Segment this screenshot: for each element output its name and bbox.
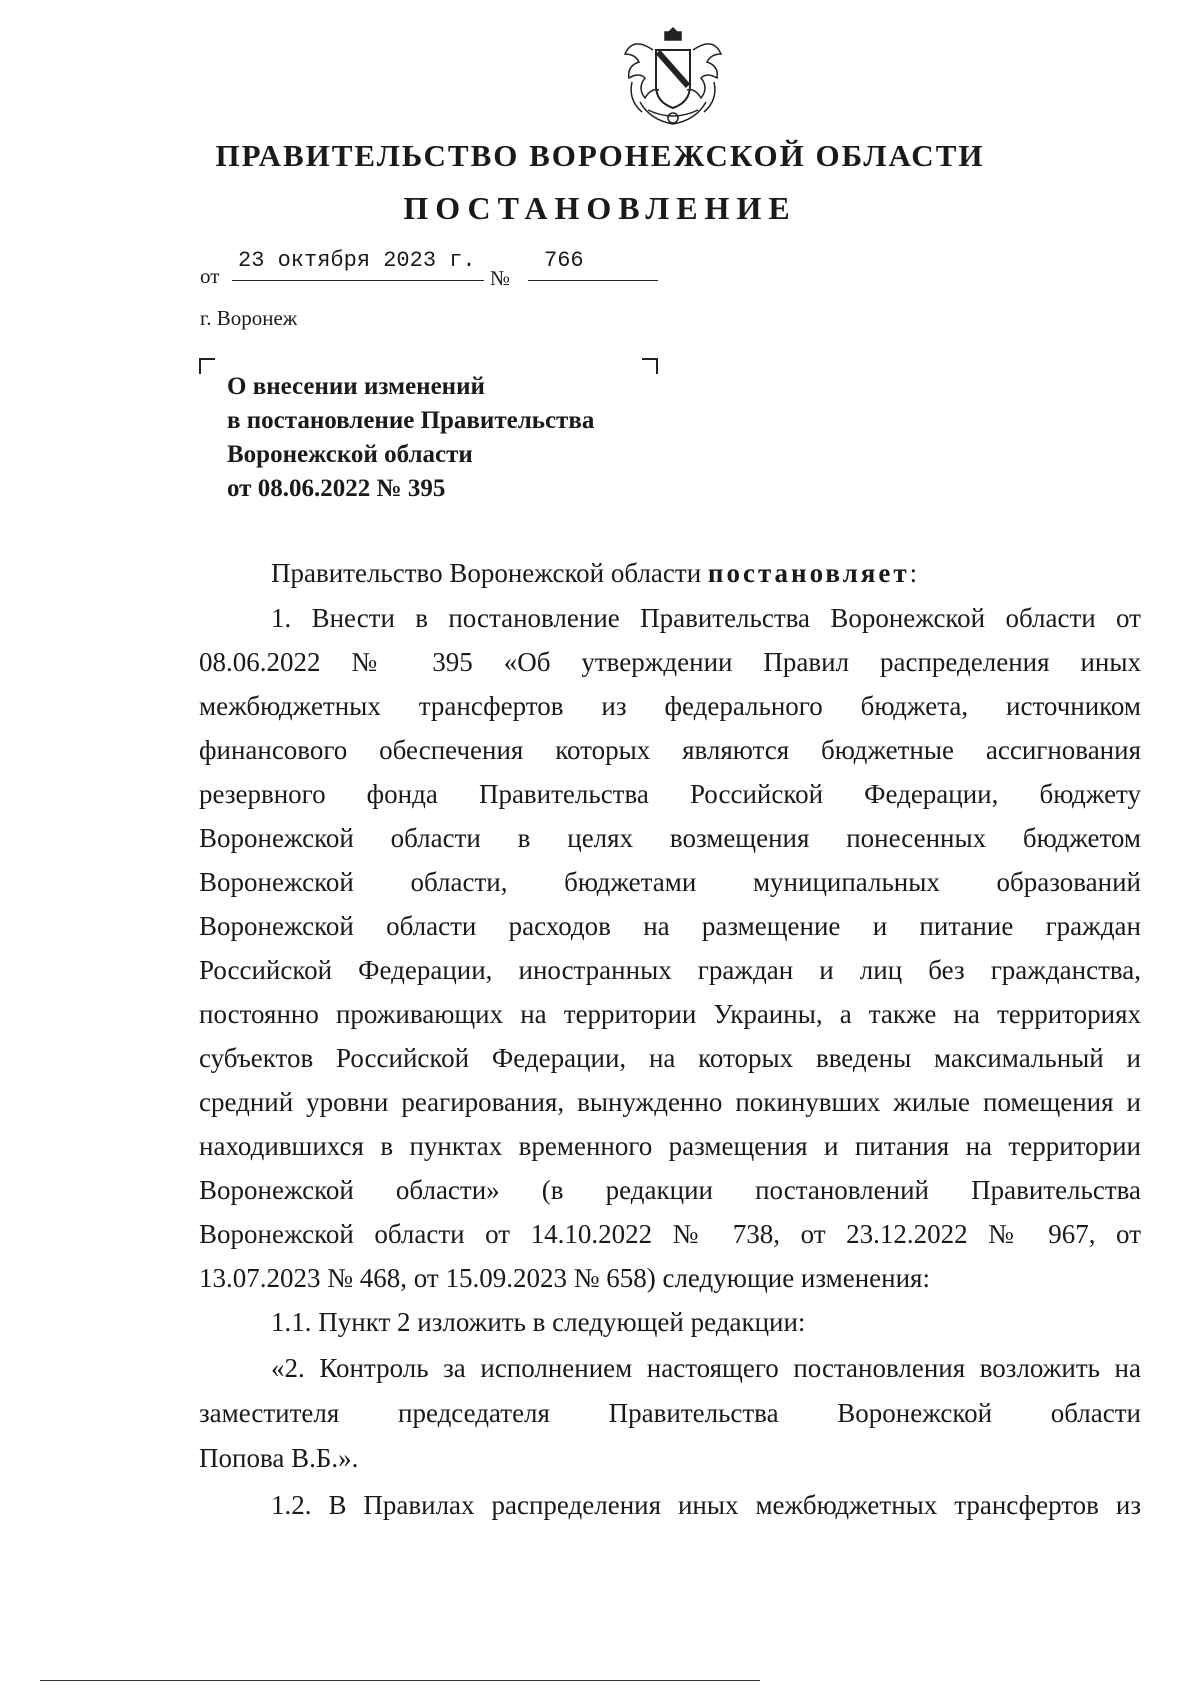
date-number-line	[200, 246, 700, 290]
subject-bracket-left	[199, 358, 215, 374]
body-line: средний уровни реагирования, вынужденно покинувших жилые помещения и	[199, 1087, 1141, 1117]
body-line: «2. Контроль за исполнением настоящего постановления возложить на	[271, 1353, 1141, 1383]
body-line: находившихся в пунктах временного размещения и питания на территории	[199, 1131, 1141, 1161]
body-line: Попова В.Б.».	[199, 1443, 359, 1473]
page-footer-rule	[40, 1680, 760, 1681]
number-label: №	[490, 266, 511, 290]
intro-text: Правительство Воронежской области	[271, 558, 702, 588]
government-title: ПРАВИТЕЛЬСТВО ВОРОНЕЖСКОЙ ОБЛАСТИ	[215, 138, 985, 173]
document-number: 766	[544, 248, 584, 273]
intro-verb: постановляет	[707, 558, 910, 588]
document-type: ПОСТАНОВЛЕНИЕ	[403, 190, 797, 226]
body-line: Воронежской области в целях возмещения понесенных бюджетом	[199, 823, 1141, 853]
intro-colon: :	[909, 558, 918, 588]
body-line: Воронежской области, бюджетами муниципальных образований	[199, 867, 1141, 897]
body-line: Воронежской области» (в редакции постановлений Правительства	[199, 1175, 1141, 1205]
coat-of-arms-emblem	[618, 22, 728, 130]
subject-bracket-right	[642, 358, 658, 374]
body-line: 1.1. Пункт 2 изложить в следующей редакции:	[271, 1307, 806, 1337]
subject-line: от 08.06.2022 № 395	[227, 475, 446, 502]
document-date: 23 октября 2023 г.	[238, 248, 476, 273]
body-line: 1.2. В Правилах распределения иных межбюджетных трансфертов из	[271, 1490, 1141, 1520]
body-line: субъектов Российской Федерации, на которых введены максимальный и	[199, 1043, 1141, 1073]
body-line: резервного фонда Правительства Российской Федерации, бюджету	[199, 779, 1141, 809]
subject-line: в постановление Правительства	[227, 407, 595, 434]
body-line: постоянно проживающих на территории Украины, а также на территориях	[199, 999, 1141, 1029]
city: г. Воронеж	[200, 306, 298, 330]
body-line: Воронежской области от 14.10.2022 № 738, от 23.12.2022 № 967, от	[199, 1219, 1141, 1249]
from-label: от	[200, 264, 220, 288]
body-line: финансового обеспечения которых являются бюджетные ассигнования	[199, 735, 1141, 765]
subject-block	[227, 370, 594, 506]
body-line: 08.06.2022 № 395 «Об утверждении Правил распределения иных	[199, 647, 1141, 677]
subject-line: О внесении изменений	[227, 373, 485, 400]
body-line: заместителя председателя Правительства Воронежской области	[199, 1398, 1141, 1428]
subject-line: Воронежской области	[227, 441, 473, 468]
intro-line	[271, 558, 1141, 589]
body-line: межбюджетных трансфертов из федерального бюджета, источником	[199, 691, 1141, 721]
body-line: 13.07.2023 № 468, от 15.09.2023 № 658) следующие изменения:	[199, 1263, 930, 1293]
body-line: 1. Внести в постановление Правительства Воронежской области от	[271, 603, 1141, 633]
body-line: Воронежской области расходов на размещение и питание граждан	[199, 911, 1141, 941]
body-line: Российской Федерации, иностранных граждан и лиц без гражданства,	[199, 955, 1141, 985]
